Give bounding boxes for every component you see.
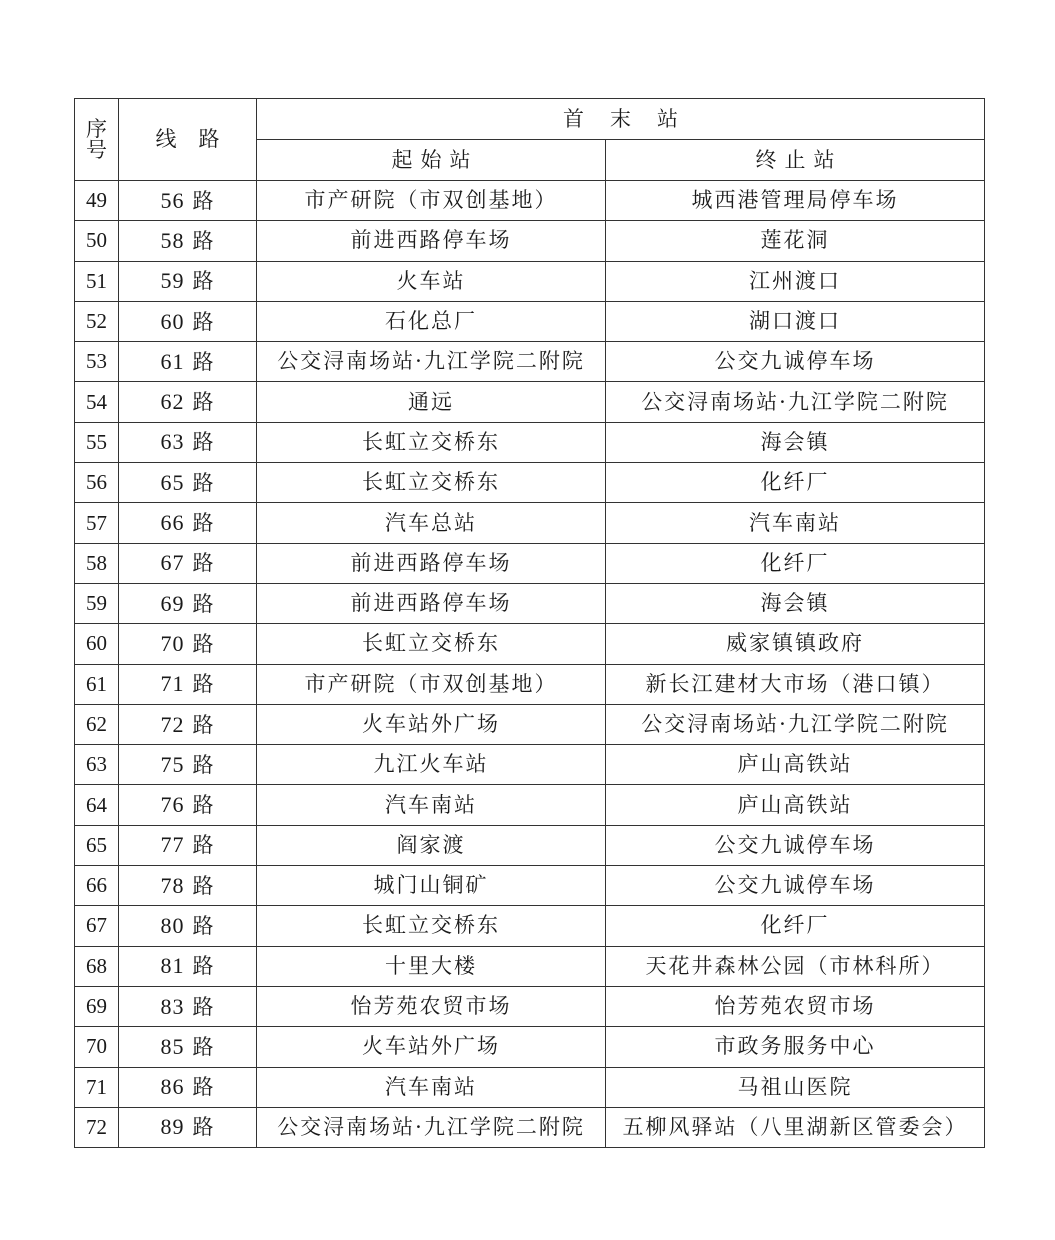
end-station: 湖口渡口 bbox=[606, 301, 985, 341]
start-station: 市产研院（市双创基地） bbox=[257, 664, 606, 704]
start-station: 九江火车站 bbox=[257, 745, 606, 785]
start-station: 公交浔南场站·九江学院二附院 bbox=[257, 1107, 606, 1147]
start-station: 十里大楼 bbox=[257, 946, 606, 986]
row-number: 62 bbox=[75, 704, 119, 744]
route-line bbox=[119, 1067, 257, 1107]
route-line-number: 65 bbox=[160, 469, 185, 495]
start-station: 前进西路停车场 bbox=[257, 221, 606, 261]
table-row bbox=[75, 503, 985, 543]
row-number: 66 bbox=[75, 866, 119, 906]
table-row bbox=[75, 382, 985, 422]
route-line-suffix: 路 bbox=[192, 591, 215, 616]
table-row bbox=[75, 543, 985, 583]
route-line-number: 70 bbox=[160, 630, 185, 656]
seq-header-label: 序 号 bbox=[86, 116, 107, 162]
route-line-number: 75 bbox=[160, 751, 185, 777]
start-station: 怡芳苑农贸市场 bbox=[257, 986, 606, 1026]
start-station: 前进西路停车场 bbox=[257, 583, 606, 623]
row-number: 55 bbox=[75, 422, 119, 462]
end-station: 莲花洞 bbox=[606, 221, 985, 261]
start-station: 通远 bbox=[257, 382, 606, 422]
start-station: 阎家渡 bbox=[257, 825, 606, 865]
route-line bbox=[119, 946, 257, 986]
route-line bbox=[119, 301, 257, 341]
start-station: 长虹立交桥东 bbox=[257, 624, 606, 664]
route-line-number: 61 bbox=[160, 348, 185, 374]
start-station: 汽车南站 bbox=[257, 1067, 606, 1107]
start-station: 石化总厂 bbox=[257, 301, 606, 341]
route-line bbox=[119, 1027, 257, 1067]
route-line-suffix: 路 bbox=[192, 954, 215, 979]
route-line-suffix: 路 bbox=[192, 1115, 215, 1140]
route-line-number: 76 bbox=[160, 792, 185, 818]
table-row bbox=[75, 301, 985, 341]
route-line-number: 67 bbox=[160, 550, 185, 576]
route-line-number: 89 bbox=[160, 1114, 185, 1140]
start-station: 市产研院（市双创基地） bbox=[257, 181, 606, 221]
table-row bbox=[75, 825, 985, 865]
row-number: 49 bbox=[75, 181, 119, 221]
table-row bbox=[75, 785, 985, 825]
route-line-suffix: 路 bbox=[192, 994, 215, 1019]
route-line bbox=[119, 906, 257, 946]
row-number: 63 bbox=[75, 745, 119, 785]
start-station: 公交浔南场站·九江学院二附院 bbox=[257, 342, 606, 382]
table-row bbox=[75, 906, 985, 946]
route-line-number: 62 bbox=[160, 389, 185, 415]
end-station: 天花井森林公园（市林科所） bbox=[606, 946, 985, 986]
table-row bbox=[75, 1107, 985, 1147]
route-line-suffix: 路 bbox=[192, 873, 215, 898]
start-station: 长虹立交桥东 bbox=[257, 422, 606, 462]
route-line-suffix: 路 bbox=[192, 833, 215, 858]
end-station: 化纤厂 bbox=[606, 543, 985, 583]
end-station: 公交浔南场站·九江学院二附院 bbox=[606, 382, 985, 422]
route-line-number: 58 bbox=[160, 227, 185, 253]
bus-route-table bbox=[74, 98, 985, 1148]
end-station: 公交九诚停车场 bbox=[606, 342, 985, 382]
start-station: 火车站外广场 bbox=[257, 1027, 606, 1067]
row-number: 61 bbox=[75, 664, 119, 704]
route-line-suffix: 路 bbox=[192, 228, 215, 253]
route-line-number: 85 bbox=[160, 1033, 185, 1059]
route-line-suffix: 路 bbox=[192, 269, 215, 294]
table-row bbox=[75, 583, 985, 623]
end-station: 化纤厂 bbox=[606, 906, 985, 946]
route-line-suffix: 路 bbox=[192, 309, 215, 334]
end-station: 海会镇 bbox=[606, 583, 985, 623]
route-line-number: 66 bbox=[160, 510, 185, 536]
route-line-number: 63 bbox=[160, 429, 185, 455]
table-row bbox=[75, 342, 985, 382]
route-line-suffix: 路 bbox=[192, 752, 215, 777]
end-station: 庐山高铁站 bbox=[606, 745, 985, 785]
end-station: 化纤厂 bbox=[606, 463, 985, 503]
table-row bbox=[75, 221, 985, 261]
route-table-body bbox=[75, 181, 985, 1148]
row-number: 54 bbox=[75, 382, 119, 422]
route-line-suffix: 路 bbox=[192, 188, 215, 213]
table-row bbox=[75, 422, 985, 462]
start-station: 汽车总站 bbox=[257, 503, 606, 543]
route-line-suffix: 路 bbox=[192, 1075, 215, 1100]
route-line bbox=[119, 583, 257, 623]
route-line bbox=[119, 825, 257, 865]
route-line-suffix: 路 bbox=[192, 793, 215, 818]
table-row bbox=[75, 181, 985, 221]
route-line bbox=[119, 745, 257, 785]
start-station: 火车站 bbox=[257, 261, 606, 301]
route-line-suffix: 路 bbox=[192, 430, 215, 455]
route-line-number: 83 bbox=[160, 993, 185, 1019]
route-line-suffix: 路 bbox=[192, 349, 215, 374]
route-line-suffix: 路 bbox=[192, 712, 215, 737]
start-station: 前进西路停车场 bbox=[257, 543, 606, 583]
route-line-number: 80 bbox=[160, 912, 185, 938]
table-row bbox=[75, 463, 985, 503]
end-station: 江州渡口 bbox=[606, 261, 985, 301]
route-line bbox=[119, 664, 257, 704]
route-line bbox=[119, 785, 257, 825]
end-station: 公交浔南场站·九江学院二附院 bbox=[606, 704, 985, 744]
route-line-number: 71 bbox=[160, 671, 185, 697]
end-station: 公交九诚停车场 bbox=[606, 825, 985, 865]
row-number: 57 bbox=[75, 503, 119, 543]
route-line-number: 59 bbox=[160, 268, 185, 294]
start-station: 汽车南站 bbox=[257, 785, 606, 825]
row-number: 69 bbox=[75, 986, 119, 1026]
table-header-row bbox=[75, 99, 985, 140]
end-station: 城西港管理局停车场 bbox=[606, 181, 985, 221]
row-number: 71 bbox=[75, 1067, 119, 1107]
route-line bbox=[119, 1107, 257, 1147]
route-line bbox=[119, 543, 257, 583]
end-station: 威家镇镇政府 bbox=[606, 624, 985, 664]
route-line bbox=[119, 221, 257, 261]
row-number: 50 bbox=[75, 221, 119, 261]
route-line-number: 81 bbox=[160, 953, 185, 979]
row-number: 64 bbox=[75, 785, 119, 825]
route-line-number: 69 bbox=[160, 590, 185, 616]
end-station: 新长江建材大市场（港口镇） bbox=[606, 664, 985, 704]
row-number: 59 bbox=[75, 583, 119, 623]
route-line-number: 78 bbox=[160, 872, 185, 898]
start-station-header: 起始站 bbox=[257, 140, 606, 181]
end-station: 海会镇 bbox=[606, 422, 985, 462]
row-number: 68 bbox=[75, 946, 119, 986]
route-line-suffix: 路 bbox=[192, 1034, 215, 1059]
seq-header bbox=[75, 99, 119, 181]
line-header: 线路 bbox=[119, 99, 257, 181]
table-row bbox=[75, 1027, 985, 1067]
route-line-number: 56 bbox=[160, 187, 185, 213]
route-line-number: 77 bbox=[160, 832, 185, 858]
route-line bbox=[119, 624, 257, 664]
route-line-suffix: 路 bbox=[192, 551, 215, 576]
table-row bbox=[75, 664, 985, 704]
end-station: 马祖山医院 bbox=[606, 1067, 985, 1107]
route-line-suffix: 路 bbox=[192, 631, 215, 656]
row-number: 56 bbox=[75, 463, 119, 503]
start-station: 火车站外广场 bbox=[257, 704, 606, 744]
route-line bbox=[119, 181, 257, 221]
table-row bbox=[75, 745, 985, 785]
end-station: 公交九诚停车场 bbox=[606, 866, 985, 906]
route-line bbox=[119, 422, 257, 462]
route-line bbox=[119, 986, 257, 1026]
table-row bbox=[75, 704, 985, 744]
route-line bbox=[119, 342, 257, 382]
row-number: 70 bbox=[75, 1027, 119, 1067]
start-station: 长虹立交桥东 bbox=[257, 463, 606, 503]
route-line-suffix: 路 bbox=[192, 390, 215, 415]
table-row bbox=[75, 866, 985, 906]
row-number: 65 bbox=[75, 825, 119, 865]
endpoints-header: 首末站 bbox=[257, 99, 985, 140]
start-station: 长虹立交桥东 bbox=[257, 906, 606, 946]
end-station: 庐山高铁站 bbox=[606, 785, 985, 825]
end-station: 市政务服务中心 bbox=[606, 1027, 985, 1067]
route-line-number: 86 bbox=[160, 1074, 185, 1100]
end-station: 五柳风驿站（八里湖新区管委会） bbox=[606, 1107, 985, 1147]
route-line-suffix: 路 bbox=[192, 913, 215, 938]
route-line-number: 72 bbox=[160, 711, 185, 737]
route-line-suffix: 路 bbox=[192, 672, 215, 697]
row-number: 58 bbox=[75, 543, 119, 583]
end-station-header: 终止站 bbox=[606, 140, 985, 181]
row-number: 53 bbox=[75, 342, 119, 382]
route-line-suffix: 路 bbox=[192, 470, 215, 495]
end-station: 怡芳苑农贸市场 bbox=[606, 986, 985, 1026]
end-station: 汽车南站 bbox=[606, 503, 985, 543]
route-line-suffix: 路 bbox=[192, 511, 215, 536]
table-row bbox=[75, 624, 985, 664]
row-number: 67 bbox=[75, 906, 119, 946]
row-number: 52 bbox=[75, 301, 119, 341]
route-line bbox=[119, 866, 257, 906]
route-line bbox=[119, 261, 257, 301]
table-row bbox=[75, 1067, 985, 1107]
table-row bbox=[75, 986, 985, 1026]
route-line bbox=[119, 503, 257, 543]
route-line-number: 60 bbox=[160, 308, 185, 334]
start-station: 城门山铜矿 bbox=[257, 866, 606, 906]
route-line bbox=[119, 704, 257, 744]
route-line bbox=[119, 463, 257, 503]
route-line bbox=[119, 382, 257, 422]
row-number: 51 bbox=[75, 261, 119, 301]
table-row bbox=[75, 261, 985, 301]
row-number: 60 bbox=[75, 624, 119, 664]
table-row bbox=[75, 946, 985, 986]
row-number: 72 bbox=[75, 1107, 119, 1147]
